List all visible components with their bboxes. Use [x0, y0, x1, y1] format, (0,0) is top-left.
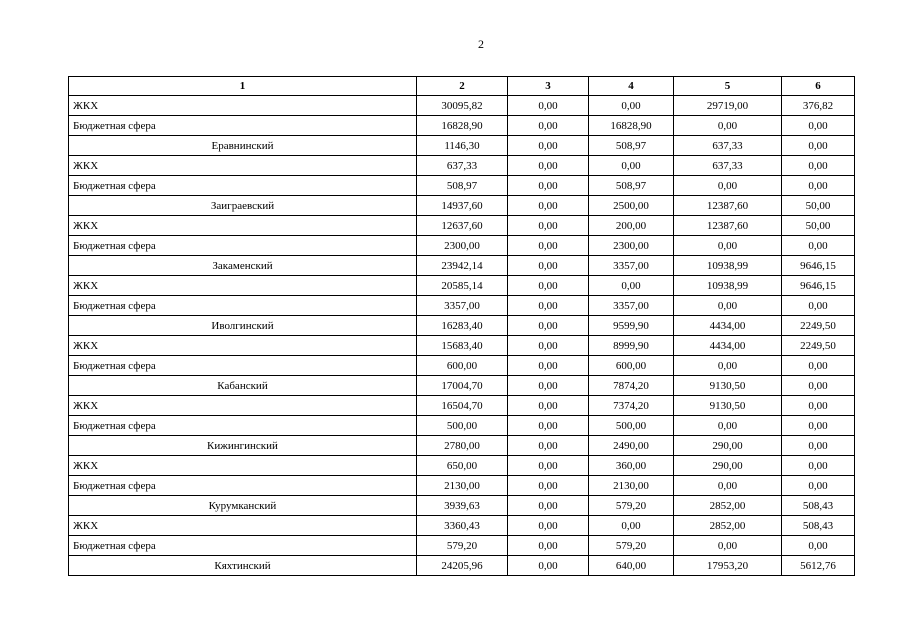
- district-name: Курумканский: [69, 496, 417, 516]
- table-row: [69, 176, 855, 196]
- cell-col-4: 640,00: [589, 556, 674, 576]
- cell-col-4: 3357,00: [589, 256, 674, 276]
- cell-col-6: 376,82: [782, 96, 855, 116]
- cell-col-2: 20585,14: [417, 276, 508, 296]
- cell-col-4: 8999,90: [589, 336, 674, 356]
- cell-col-6: 0,00: [782, 396, 855, 416]
- cell-col-5: 9130,50: [674, 396, 782, 416]
- cell-col-2: 24205,96: [417, 556, 508, 576]
- table-row: [69, 156, 855, 176]
- cell-col-6: 9646,15: [782, 256, 855, 276]
- cell-col-2: 508,97: [417, 176, 508, 196]
- district-name: Иволгинский: [69, 316, 417, 336]
- row-label: Бюджетная сфера: [69, 476, 417, 496]
- cell-col-5: 12387,60: [674, 216, 782, 236]
- cell-col-2: 1146,30: [417, 136, 508, 156]
- cell-col-5: 17953,20: [674, 556, 782, 576]
- table-row: [69, 116, 855, 136]
- cell-col-4: 2300,00: [589, 236, 674, 256]
- row-label: Бюджетная сфера: [69, 416, 417, 436]
- cell-col-3: 0,00: [508, 376, 589, 396]
- cell-col-6: 50,00: [782, 196, 855, 216]
- row-label: Бюджетная сфера: [69, 536, 417, 556]
- row-label: Бюджетная сфера: [69, 176, 417, 196]
- cell-col-4: 2130,00: [589, 476, 674, 496]
- cell-col-2: 3939,63: [417, 496, 508, 516]
- cell-col-5: 0,00: [674, 176, 782, 196]
- cell-col-5: 0,00: [674, 116, 782, 136]
- cell-col-4: 500,00: [589, 416, 674, 436]
- table-row-district: [69, 256, 855, 276]
- cell-col-5: 0,00: [674, 296, 782, 316]
- district-name: Кижингинский: [69, 436, 417, 456]
- cell-col-4: 579,20: [589, 536, 674, 556]
- cell-col-6: 0,00: [782, 416, 855, 436]
- cell-col-3: 0,00: [508, 336, 589, 356]
- row-label: ЖКХ: [69, 396, 417, 416]
- table-row-district: [69, 316, 855, 336]
- cell-col-2: 579,20: [417, 536, 508, 556]
- column-header-3: 3: [508, 77, 589, 96]
- cell-col-3: 0,00: [508, 136, 589, 156]
- cell-col-5: 2852,00: [674, 516, 782, 536]
- cell-col-3: 0,00: [508, 456, 589, 476]
- cell-col-5: 0,00: [674, 476, 782, 496]
- cell-col-2: 23942,14: [417, 256, 508, 276]
- cell-col-2: 2300,00: [417, 236, 508, 256]
- table-header-row: [69, 77, 855, 96]
- cell-col-4: 7374,20: [589, 396, 674, 416]
- row-label: Бюджетная сфера: [69, 116, 417, 136]
- column-header-5: 5: [674, 77, 782, 96]
- table-row: [69, 516, 855, 536]
- cell-col-6: 2249,50: [782, 336, 855, 356]
- cell-col-2: 14937,60: [417, 196, 508, 216]
- cell-col-5: 0,00: [674, 536, 782, 556]
- cell-col-3: 0,00: [508, 196, 589, 216]
- cell-col-6: 5612,76: [782, 556, 855, 576]
- cell-col-3: 0,00: [508, 536, 589, 556]
- cell-col-4: 16828,90: [589, 116, 674, 136]
- cell-col-5: 0,00: [674, 356, 782, 376]
- table-row: [69, 456, 855, 476]
- cell-col-2: 16504,70: [417, 396, 508, 416]
- cell-col-4: 2500,00: [589, 196, 674, 216]
- row-label: Бюджетная сфера: [69, 356, 417, 376]
- cell-col-4: 508,97: [589, 176, 674, 196]
- cell-col-6: 2249,50: [782, 316, 855, 336]
- cell-col-4: 3357,00: [589, 296, 674, 316]
- table-row: [69, 296, 855, 316]
- column-header-4: 4: [589, 77, 674, 96]
- cell-col-6: 50,00: [782, 216, 855, 236]
- cell-col-3: 0,00: [508, 276, 589, 296]
- table-row: [69, 416, 855, 436]
- cell-col-6: 508,43: [782, 496, 855, 516]
- table-row: [69, 476, 855, 496]
- cell-col-6: 0,00: [782, 536, 855, 556]
- cell-col-5: 0,00: [674, 416, 782, 436]
- cell-col-6: 0,00: [782, 296, 855, 316]
- cell-col-5: 9130,50: [674, 376, 782, 396]
- table-row: [69, 336, 855, 356]
- table-row: [69, 96, 855, 116]
- cell-col-5: 0,00: [674, 236, 782, 256]
- cell-col-6: 0,00: [782, 376, 855, 396]
- row-label: ЖКХ: [69, 96, 417, 116]
- column-header-2: 2: [417, 77, 508, 96]
- cell-col-4: 7874,20: [589, 376, 674, 396]
- cell-col-4: 200,00: [589, 216, 674, 236]
- table-row-district: [69, 136, 855, 156]
- cell-col-3: 0,00: [508, 356, 589, 376]
- table-row-district: [69, 556, 855, 576]
- cell-col-3: 0,00: [508, 476, 589, 496]
- cell-col-4: 0,00: [589, 156, 674, 176]
- cell-col-5: 637,33: [674, 136, 782, 156]
- table-row-district: [69, 376, 855, 396]
- cell-col-4: 600,00: [589, 356, 674, 376]
- table-row: [69, 396, 855, 416]
- district-name: Закаменский: [69, 256, 417, 276]
- cell-col-6: 0,00: [782, 356, 855, 376]
- table-row: [69, 276, 855, 296]
- table-row-district: [69, 436, 855, 456]
- cell-col-3: 0,00: [508, 256, 589, 276]
- cell-col-2: 15683,40: [417, 336, 508, 356]
- table-row-district: [69, 196, 855, 216]
- row-label: Бюджетная сфера: [69, 236, 417, 256]
- cell-col-2: 12637,60: [417, 216, 508, 236]
- cell-col-3: 0,00: [508, 396, 589, 416]
- cell-col-3: 0,00: [508, 156, 589, 176]
- cell-col-6: 0,00: [782, 456, 855, 476]
- cell-col-3: 0,00: [508, 556, 589, 576]
- row-label: ЖКХ: [69, 156, 417, 176]
- cell-col-6: 0,00: [782, 236, 855, 256]
- cell-col-6: 0,00: [782, 476, 855, 496]
- cell-col-2: 30095,82: [417, 96, 508, 116]
- cell-col-6: 0,00: [782, 176, 855, 196]
- cell-col-4: 0,00: [589, 516, 674, 536]
- budget-table: [68, 76, 855, 576]
- cell-col-3: 0,00: [508, 416, 589, 436]
- column-header-6: 6: [782, 77, 855, 96]
- cell-col-4: 9599,90: [589, 316, 674, 336]
- district-name: Заиграевский: [69, 196, 417, 216]
- cell-col-3: 0,00: [508, 316, 589, 336]
- page-number: 2: [478, 37, 484, 51]
- cell-col-3: 0,00: [508, 116, 589, 136]
- cell-col-2: 650,00: [417, 456, 508, 476]
- row-label: ЖКХ: [69, 216, 417, 236]
- row-label: ЖКХ: [69, 516, 417, 536]
- row-label: ЖКХ: [69, 276, 417, 296]
- cell-col-2: 17004,70: [417, 376, 508, 396]
- cell-col-5: 2852,00: [674, 496, 782, 516]
- cell-col-5: 4434,00: [674, 316, 782, 336]
- district-name: Кяхтинский: [69, 556, 417, 576]
- table-row: [69, 536, 855, 556]
- cell-col-6: 0,00: [782, 436, 855, 456]
- cell-col-4: 2490,00: [589, 436, 674, 456]
- table-row-district: [69, 496, 855, 516]
- district-name: Кабанский: [69, 376, 417, 396]
- table-row: [69, 356, 855, 376]
- cell-col-4: 508,97: [589, 136, 674, 156]
- cell-col-2: 16283,40: [417, 316, 508, 336]
- cell-col-3: 0,00: [508, 236, 589, 256]
- table-row: [69, 216, 855, 236]
- cell-col-6: 0,00: [782, 156, 855, 176]
- row-label: Бюджетная сфера: [69, 296, 417, 316]
- cell-col-5: 290,00: [674, 436, 782, 456]
- cell-col-2: 2130,00: [417, 476, 508, 496]
- cell-col-6: 0,00: [782, 136, 855, 156]
- row-label: ЖКХ: [69, 456, 417, 476]
- cell-col-3: 0,00: [508, 96, 589, 116]
- cell-col-4: 579,20: [589, 496, 674, 516]
- cell-col-5: 29719,00: [674, 96, 782, 116]
- table-body: [69, 96, 855, 576]
- cell-col-5: 290,00: [674, 456, 782, 476]
- cell-col-3: 0,00: [508, 216, 589, 236]
- cell-col-6: 508,43: [782, 516, 855, 536]
- cell-col-5: 10938,99: [674, 276, 782, 296]
- cell-col-5: 12387,60: [674, 196, 782, 216]
- cell-col-5: 637,33: [674, 156, 782, 176]
- row-label: ЖКХ: [69, 336, 417, 356]
- cell-col-2: 2780,00: [417, 436, 508, 456]
- cell-col-6: 9646,15: [782, 276, 855, 296]
- district-name: Еравнинский: [69, 136, 417, 156]
- column-header-1: 1: [69, 77, 417, 96]
- cell-col-3: 0,00: [508, 496, 589, 516]
- cell-col-3: 0,00: [508, 436, 589, 456]
- cell-col-2: 500,00: [417, 416, 508, 436]
- cell-col-4: 0,00: [589, 96, 674, 116]
- cell-col-2: 3357,00: [417, 296, 508, 316]
- cell-col-5: 4434,00: [674, 336, 782, 356]
- cell-col-2: 600,00: [417, 356, 508, 376]
- cell-col-2: 637,33: [417, 156, 508, 176]
- cell-col-3: 0,00: [508, 516, 589, 536]
- cell-col-2: 3360,43: [417, 516, 508, 536]
- cell-col-4: 0,00: [589, 276, 674, 296]
- cell-col-2: 16828,90: [417, 116, 508, 136]
- table-row: [69, 236, 855, 256]
- cell-col-3: 0,00: [508, 176, 589, 196]
- cell-col-5: 10938,99: [674, 256, 782, 276]
- cell-col-3: 0,00: [508, 296, 589, 316]
- cell-col-4: 360,00: [589, 456, 674, 476]
- cell-col-6: 0,00: [782, 116, 855, 136]
